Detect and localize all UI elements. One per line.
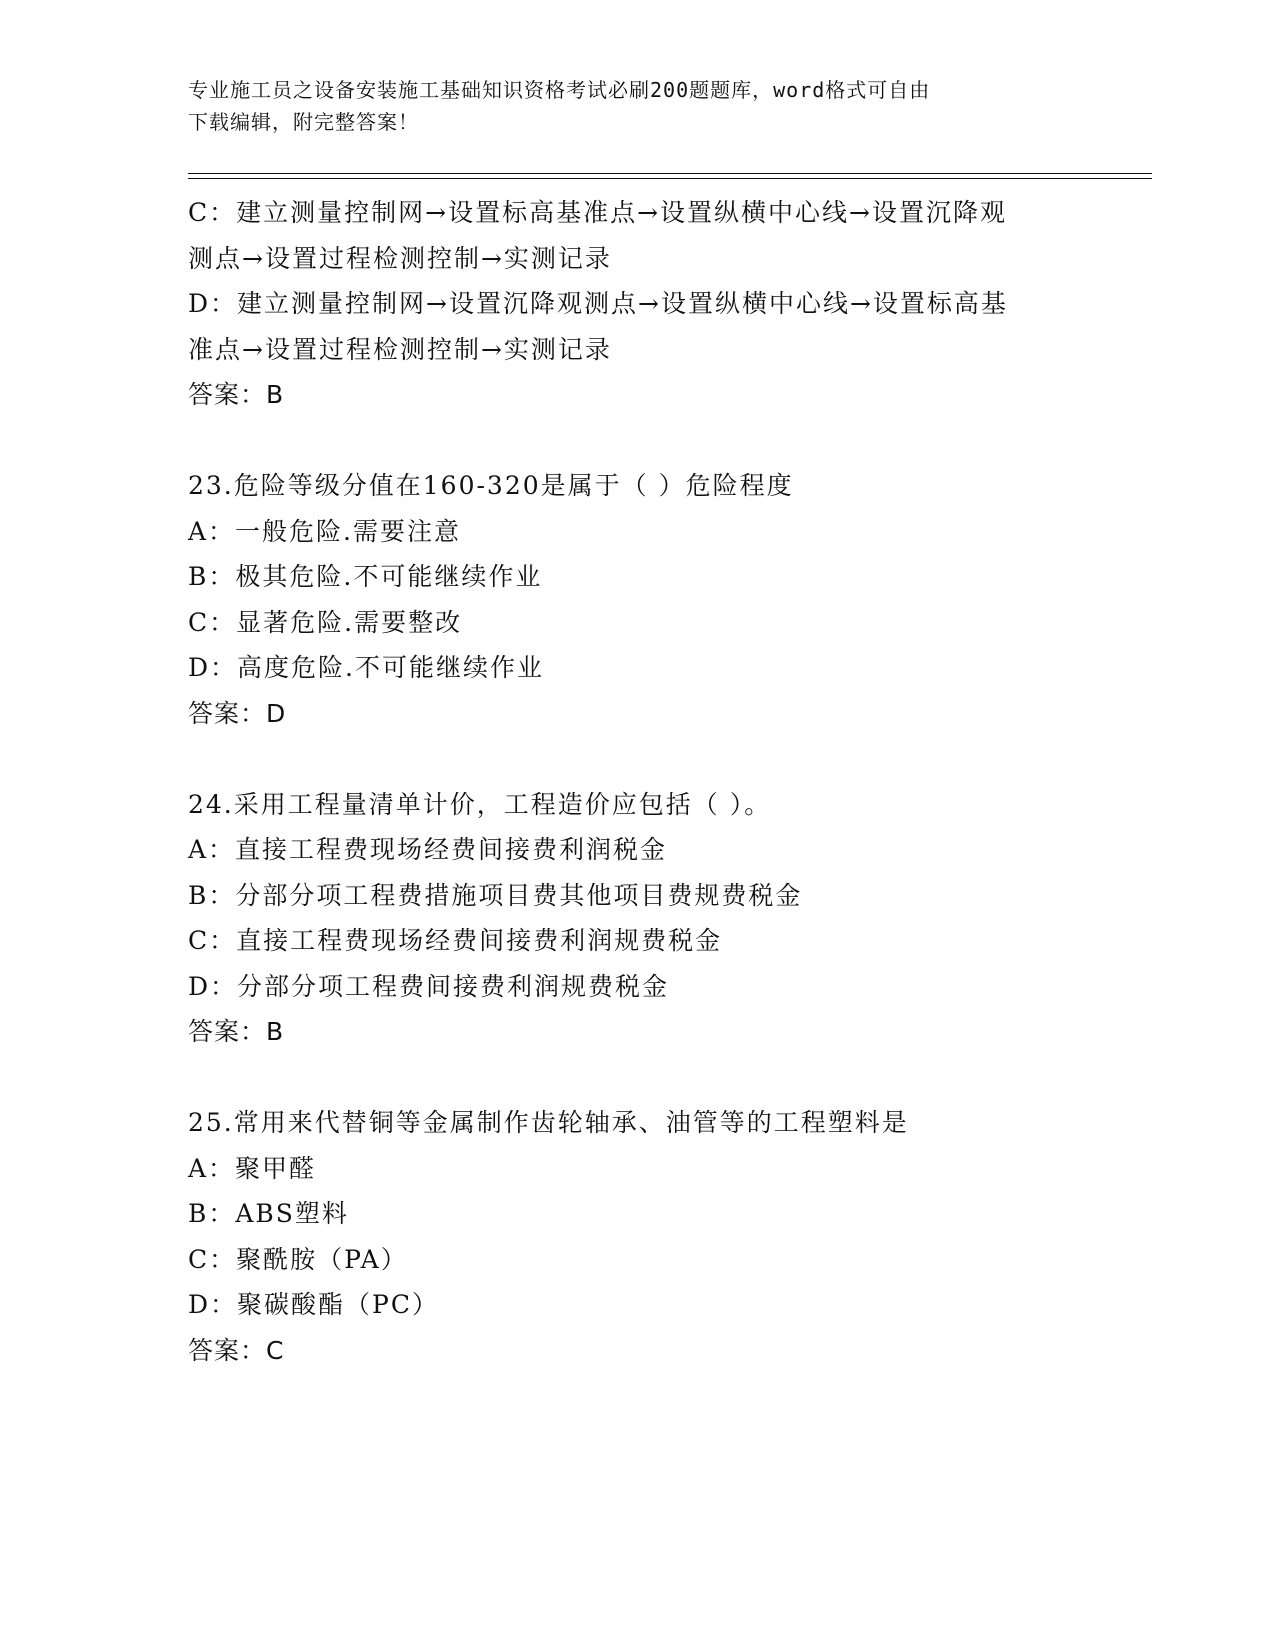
option-b: B：ABS塑料 — [188, 1199, 349, 1228]
document-header — [188, 74, 1088, 138]
question-stem: 23.危险等级分值在160-320是属于（ ）危险程度 — [188, 471, 794, 500]
header-divider-top — [188, 173, 1152, 174]
document-body — [188, 190, 1088, 1373]
header-divider-bottom — [188, 178, 1152, 179]
option-d: D：聚碳酸酯（PC） — [188, 1290, 439, 1319]
option-d: D：分部分项工程费间接费利润规费税金 — [188, 971, 670, 1001]
header-line-1: 专业施工员之设备安装施工基础知识资格考试必刷200题题库，word格式可自由 — [188, 78, 931, 102]
option-c: C：直接工程费现场经费间接费利润规费税金 — [188, 926, 723, 955]
answer: 答案：C — [188, 1335, 285, 1365]
answer: 答案：B — [188, 380, 285, 409]
question-stem: 24.采用工程量清单计价，工程造价应包括（ ）。 — [188, 789, 772, 819]
option-c: C：显著危险.需要整改 — [188, 607, 463, 637]
question-stem: 25.常用来代替铜等金属制作齿轮轴承、油管等的工程塑料是 — [188, 1108, 909, 1137]
option-d-line-2: 准点→设置过程检测控制→实测记录 — [188, 334, 612, 364]
option-b: B：分部分项工程费措施项目费其他项目费规费税金 — [188, 880, 803, 910]
question-22-tail — [188, 190, 1088, 418]
option-c-line-1: C：建立测量控制网→设置标高基准点→设置纵横中心线→设置沉降观 — [188, 198, 1007, 227]
option-c: C：聚酰胺（PA） — [188, 1244, 408, 1274]
option-d: D：高度危险.不可能继续作业 — [188, 653, 544, 682]
option-c-line-2: 测点→设置过程检测控制→实测记录 — [188, 243, 612, 273]
header-line-2: 下载编辑，附完整答案！ — [188, 110, 419, 134]
option-a: A：直接工程费现场经费间接费利润税金 — [188, 835, 668, 864]
option-a: A：聚甲醛 — [188, 1153, 317, 1183]
question-23 — [188, 463, 1088, 736]
option-b: B：极其危险.不可能继续作业 — [188, 562, 543, 591]
option-d-line-1: D：建立测量控制网→设置沉降观测点→设置纵横中心线→设置标高基 — [188, 289, 1008, 318]
question-25 — [188, 1100, 1088, 1373]
question-24 — [188, 782, 1088, 1055]
answer: 答案：B — [188, 1017, 285, 1046]
answer: 答案：D — [188, 698, 287, 728]
option-a: A：一般危险.需要注意 — [188, 516, 462, 546]
